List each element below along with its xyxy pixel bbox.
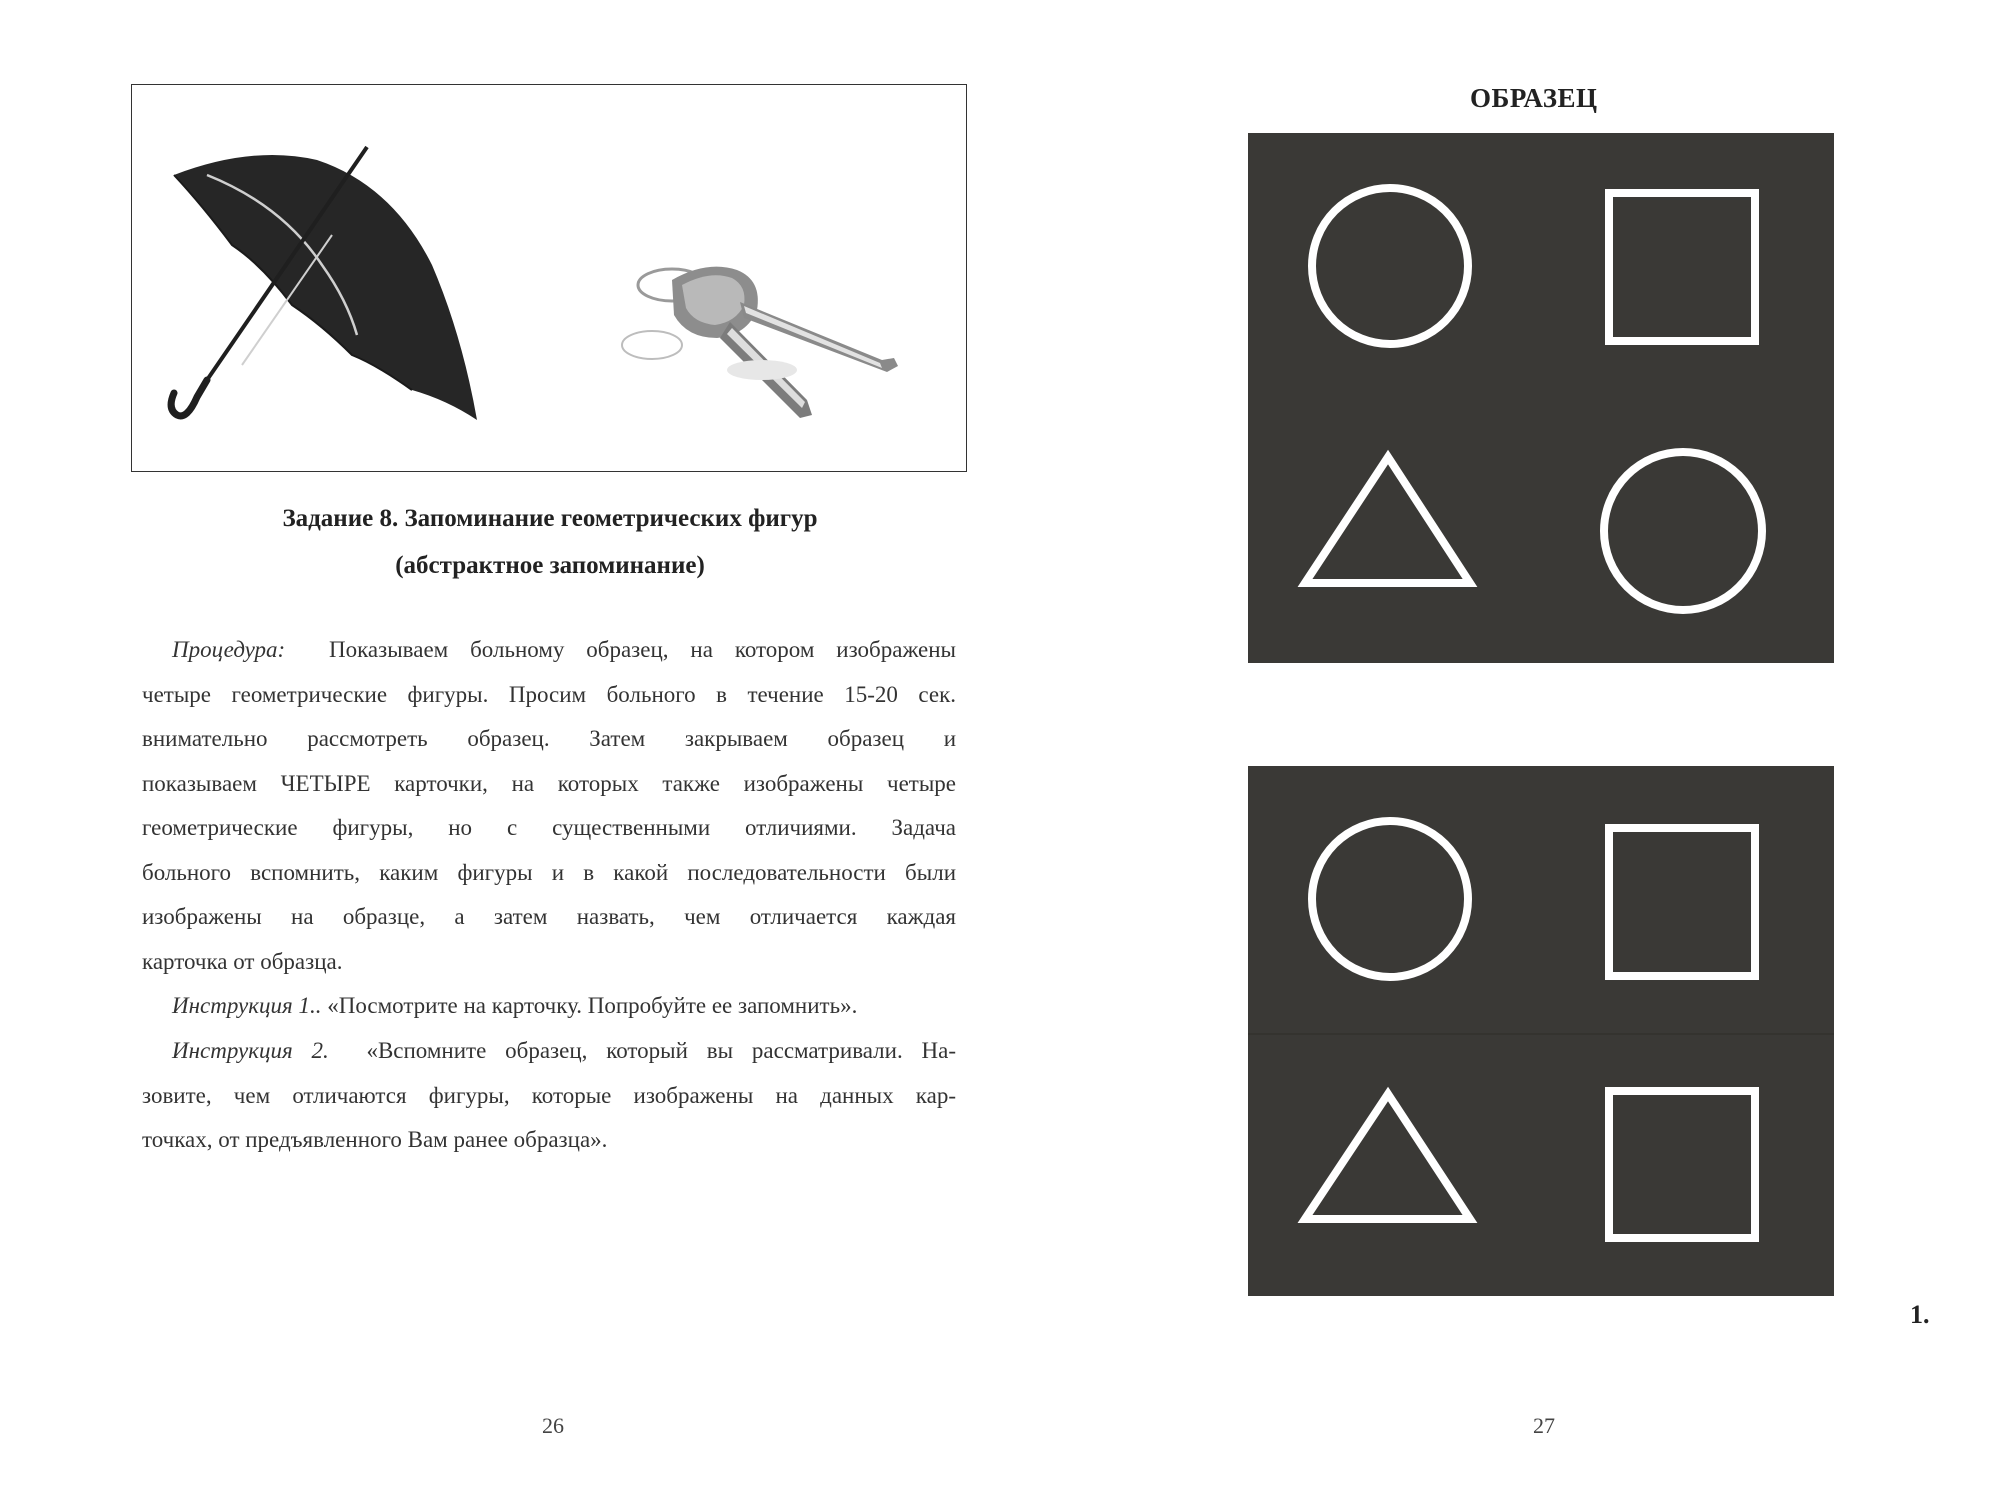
circle-shape xyxy=(1312,821,1468,977)
procedure-line: показываем ЧЕТЫРЕ карточки, на которых также изображены четыре xyxy=(142,770,956,796)
square-shape xyxy=(1609,1091,1755,1238)
square-shape xyxy=(1609,193,1755,341)
umbrella-keys-illustration xyxy=(131,84,967,472)
task-title: Задание 8. Запоминание геометрических фигур xyxy=(282,505,818,532)
instruction-2-line: зовите, чем отличаются фигуры, которые изображены на данных кар- xyxy=(142,1082,956,1108)
right-page xyxy=(1000,0,2000,1488)
instruction-1-text: «Посмотрите на карточку. Попробуйте ее запомнить». xyxy=(327,993,858,1018)
procedure-line: Показываем больному образец, на котором изображены xyxy=(329,637,956,662)
comparison-card-1 xyxy=(1248,766,1834,1296)
instruction-1-paragraph xyxy=(142,984,956,1029)
page-number-left: 26 xyxy=(542,1413,564,1438)
instruction-1-label: Инструкция 1.. xyxy=(172,993,322,1018)
triangle-shape xyxy=(1305,1094,1470,1219)
sample-heading: ОБРАЗЕЦ xyxy=(1470,83,1598,113)
sample-card xyxy=(1248,133,1834,663)
page-number-right: 27 xyxy=(1533,1413,1555,1438)
triangle-shape xyxy=(1305,457,1470,583)
instruction-2-line: «Вспомните образец, который вы рассматривали. На- xyxy=(366,1038,957,1063)
circle-shape xyxy=(1312,188,1468,344)
procedure-label: Процедура: xyxy=(172,637,286,662)
procedure-line: четыре геометрические фигуры. Просим больного в течение 15-20 сек. xyxy=(142,681,956,707)
circle-shape xyxy=(1604,452,1762,610)
card-number-label: 1. xyxy=(1910,1300,1930,1329)
procedure-line: карточка от образца. xyxy=(142,948,343,974)
instruction-2-paragraph xyxy=(142,1029,956,1163)
umbrella-icon xyxy=(162,125,522,455)
procedure-line: внимательно рассмотреть образец. Затем закрываем образец и xyxy=(142,726,956,751)
procedure-line: геометрические фигуры, но с существенными отличиями. Задача xyxy=(142,815,956,840)
procedure-paragraph xyxy=(142,628,956,984)
instruction-2-label: Инструкция 2. xyxy=(172,1038,329,1063)
keys-icon xyxy=(612,250,902,430)
task-subtitle: (абстрактное запоминание) xyxy=(395,552,705,579)
square-shape xyxy=(1609,828,1755,976)
procedure-line: больного вспомнить, каким фигуры и в какой последовательности были xyxy=(142,859,956,885)
procedure-line: изображены на образце, а затем назвать, чем отличается каждая xyxy=(142,904,956,929)
instruction-2-line: точках, от предъявленного Вам ранее образца». xyxy=(142,1127,608,1152)
